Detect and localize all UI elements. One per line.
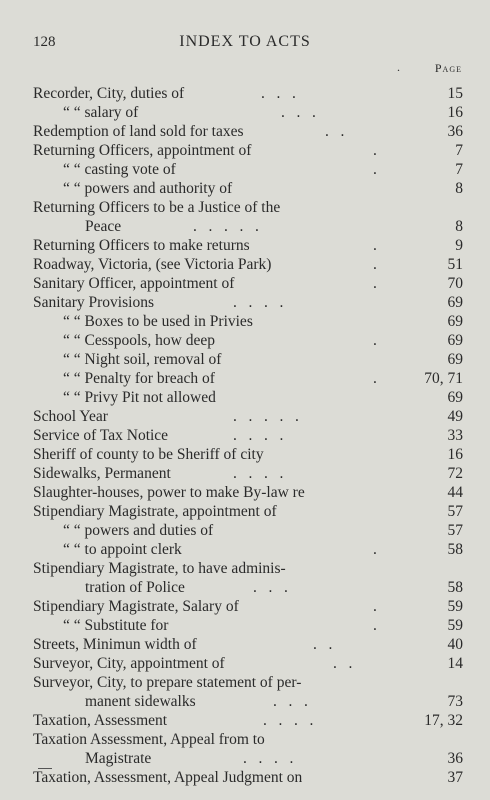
index-entry	[33, 635, 463, 654]
entry-text: “ “ salary of	[63, 104, 139, 121]
entry-page-number: 17, 32	[424, 712, 463, 729]
entry-text: Returning Officers to make returns	[33, 237, 250, 254]
leader-dots: . . .	[281, 104, 316, 121]
index-entry	[33, 673, 463, 692]
entry-page-number: 44	[447, 484, 463, 501]
entry-text: “ “ to appoint clerk	[63, 541, 182, 558]
leader-dots: .	[373, 142, 377, 159]
index-entry	[33, 179, 463, 198]
leader-dots: . . . . .	[233, 408, 299, 425]
entry-text: “ “ Substitute for	[63, 617, 169, 634]
leader-dots: . . . .	[263, 712, 314, 729]
leader-dots: . .	[325, 123, 345, 140]
entry-text: “ “ Boxes to be used in Privies	[63, 313, 253, 330]
entry-page-number: 36	[447, 750, 463, 767]
entry-page-number: 7	[455, 161, 463, 178]
leader-dots: . . . . .	[193, 218, 259, 235]
entry-page-number: 16	[447, 446, 463, 463]
entry-text: Stipendiary Magistrate, to have adminis-	[33, 560, 286, 577]
entry-text: “ “ powers and duties of	[63, 522, 214, 539]
entry-text: Taxation, Assessment	[33, 712, 168, 729]
entry-page-number: 70, 71	[424, 370, 463, 387]
entry-page-number: 16	[447, 104, 463, 121]
index-entry	[33, 198, 463, 217]
leader-dots: . . . .	[233, 427, 284, 444]
entry-page-number: 70	[447, 275, 463, 292]
entry-page-number: 58	[447, 541, 463, 558]
leader-dots: .	[373, 237, 377, 254]
leader-dots: .	[373, 161, 377, 178]
entry-text: Surveyor, City, to prepare statement of per-	[33, 674, 302, 691]
entry-page-number: 69	[447, 351, 463, 368]
entry-page-number: 69	[447, 389, 463, 406]
leader-dots: . .	[333, 655, 353, 672]
index-entry	[33, 464, 463, 483]
entry-text: Sanitary Provisions	[33, 294, 154, 311]
leader-dots: . . . .	[243, 750, 294, 767]
entry-text: Returning Officers, appointment of	[33, 142, 252, 159]
entry-text: “ “ Penalty for breach of	[63, 370, 215, 387]
entry-text: Recorder, City, duties of	[33, 85, 185, 102]
entry-text: manent sidewalks	[85, 693, 196, 710]
entry-page-number: 9	[455, 237, 463, 254]
index-entry	[33, 293, 463, 312]
entry-page-number: 36	[447, 123, 463, 140]
leader-dots: . . . .	[233, 294, 284, 311]
entry-text: School Year	[33, 408, 108, 425]
page-number: 128	[33, 34, 56, 50]
leader-dots: .	[373, 275, 377, 292]
leader-dots: . . . .	[233, 465, 284, 482]
index-entry	[33, 122, 463, 141]
index-entry	[33, 312, 463, 331]
leader-dots: . .	[313, 636, 333, 653]
index-entry	[33, 331, 463, 350]
entry-page-number: 69	[447, 313, 463, 330]
leader-dots: . . .	[273, 693, 308, 710]
entry-text: Sanitary Officer, appointment of	[33, 275, 235, 292]
entry-page-number: 14	[447, 655, 463, 672]
index-entry	[33, 559, 463, 578]
index-entry	[33, 521, 463, 540]
leader-dots: .	[373, 256, 377, 273]
page-mark	[38, 768, 52, 769]
leader-dots: .	[373, 598, 377, 615]
index-entry	[33, 711, 463, 730]
entry-text: “ “ Privy Pit not allowed	[63, 389, 216, 406]
index-entry	[33, 692, 463, 711]
leader-dots: . . .	[253, 579, 288, 596]
leader-dots: .	[373, 370, 377, 387]
entry-text: tration of Police	[85, 579, 185, 596]
running-head-title: INDEX TO ACTS	[179, 33, 311, 50]
index-entry	[33, 160, 463, 179]
index-entry	[33, 597, 463, 616]
leader-dots: .	[373, 617, 377, 634]
entry-page-number: 72	[447, 465, 463, 482]
entry-page-number: 69	[447, 332, 463, 349]
leader-dots: .	[373, 332, 377, 349]
entry-page-number: 8	[455, 180, 463, 197]
entry-text: Slaughter-houses, power to make By-law re	[33, 484, 305, 501]
entry-text: Sheriff of county to be Sheriff of city	[33, 446, 264, 463]
entry-text: “ “ powers and authority of	[63, 180, 233, 197]
index-entry	[33, 84, 463, 103]
index-entry	[33, 578, 463, 597]
entry-page-number: 59	[447, 598, 463, 615]
index-entry	[33, 388, 463, 407]
entry-text: “ “ casting vote of	[63, 161, 176, 178]
index-entry	[33, 540, 463, 559]
index-entry	[33, 103, 463, 122]
entry-page-number: 40	[447, 636, 463, 653]
leader-dots: .	[373, 541, 377, 558]
entry-text: Returning Officers to be a Justice of the	[33, 199, 281, 216]
entry-text: Surveyor, City, appointment of	[33, 655, 225, 672]
entry-page-number: 58	[447, 579, 463, 596]
entry-text: Sidewalks, Permanent	[33, 465, 171, 482]
index-entry	[33, 768, 463, 787]
entry-page-number: 8	[455, 218, 463, 235]
index-entry	[33, 502, 463, 521]
entry-text: Redemption of land sold for taxes	[33, 123, 244, 140]
column-dot: .	[397, 60, 400, 74]
entry-text: Taxation, Assessment, Appeal Judgment on	[33, 769, 303, 786]
entry-page-number: 37	[447, 769, 463, 786]
index-entry	[33, 236, 463, 255]
index-entry	[33, 445, 463, 464]
index-entry	[33, 654, 463, 673]
entry-page-number: 57	[447, 503, 463, 520]
index-entry	[33, 350, 463, 369]
entry-page-number: 59	[447, 617, 463, 634]
entry-text: Stipendiary Magistrate, appointment of	[33, 503, 277, 520]
entry-page-number: 7	[455, 142, 463, 159]
entry-page-number: 15	[447, 85, 463, 102]
entry-page-number: 69	[447, 294, 463, 311]
entry-text: Stipendiary Magistrate, Salary of	[33, 598, 239, 615]
entry-text: Streets, Minimun width of	[33, 636, 197, 653]
index-entry	[33, 426, 463, 445]
index-entry	[33, 616, 463, 635]
index-entry	[33, 749, 463, 768]
entry-page-number: 49	[447, 408, 463, 425]
index-entry	[33, 369, 463, 388]
index-entry	[33, 141, 463, 160]
entry-text: Peace	[85, 218, 122, 235]
index-entry	[33, 407, 463, 426]
entry-page-number: 73	[447, 693, 463, 710]
entry-text: “ “ Night soil, removal of	[63, 351, 222, 368]
entry-text: Magistrate	[85, 750, 152, 767]
index-entry	[33, 483, 463, 502]
entry-page-number: 51	[447, 256, 463, 273]
index-entry	[33, 730, 463, 749]
entry-text: Roadway, Victoria, (see Victoria Park)	[33, 256, 272, 273]
entry-page-number: 33	[447, 427, 463, 444]
index-entry	[33, 217, 463, 236]
entry-text: Taxation Assessment, Appeal from to	[33, 731, 265, 748]
index-entry	[33, 274, 463, 293]
entry-text: “ “ Cesspools, how deep	[63, 332, 215, 349]
index-entries	[33, 84, 463, 787]
index-entry	[33, 255, 463, 274]
page-column-label: Page	[434, 61, 462, 75]
entry-page-number: 57	[447, 522, 463, 539]
entry-text: Service of Tax Notice	[33, 427, 169, 444]
leader-dots: . . .	[261, 85, 296, 102]
